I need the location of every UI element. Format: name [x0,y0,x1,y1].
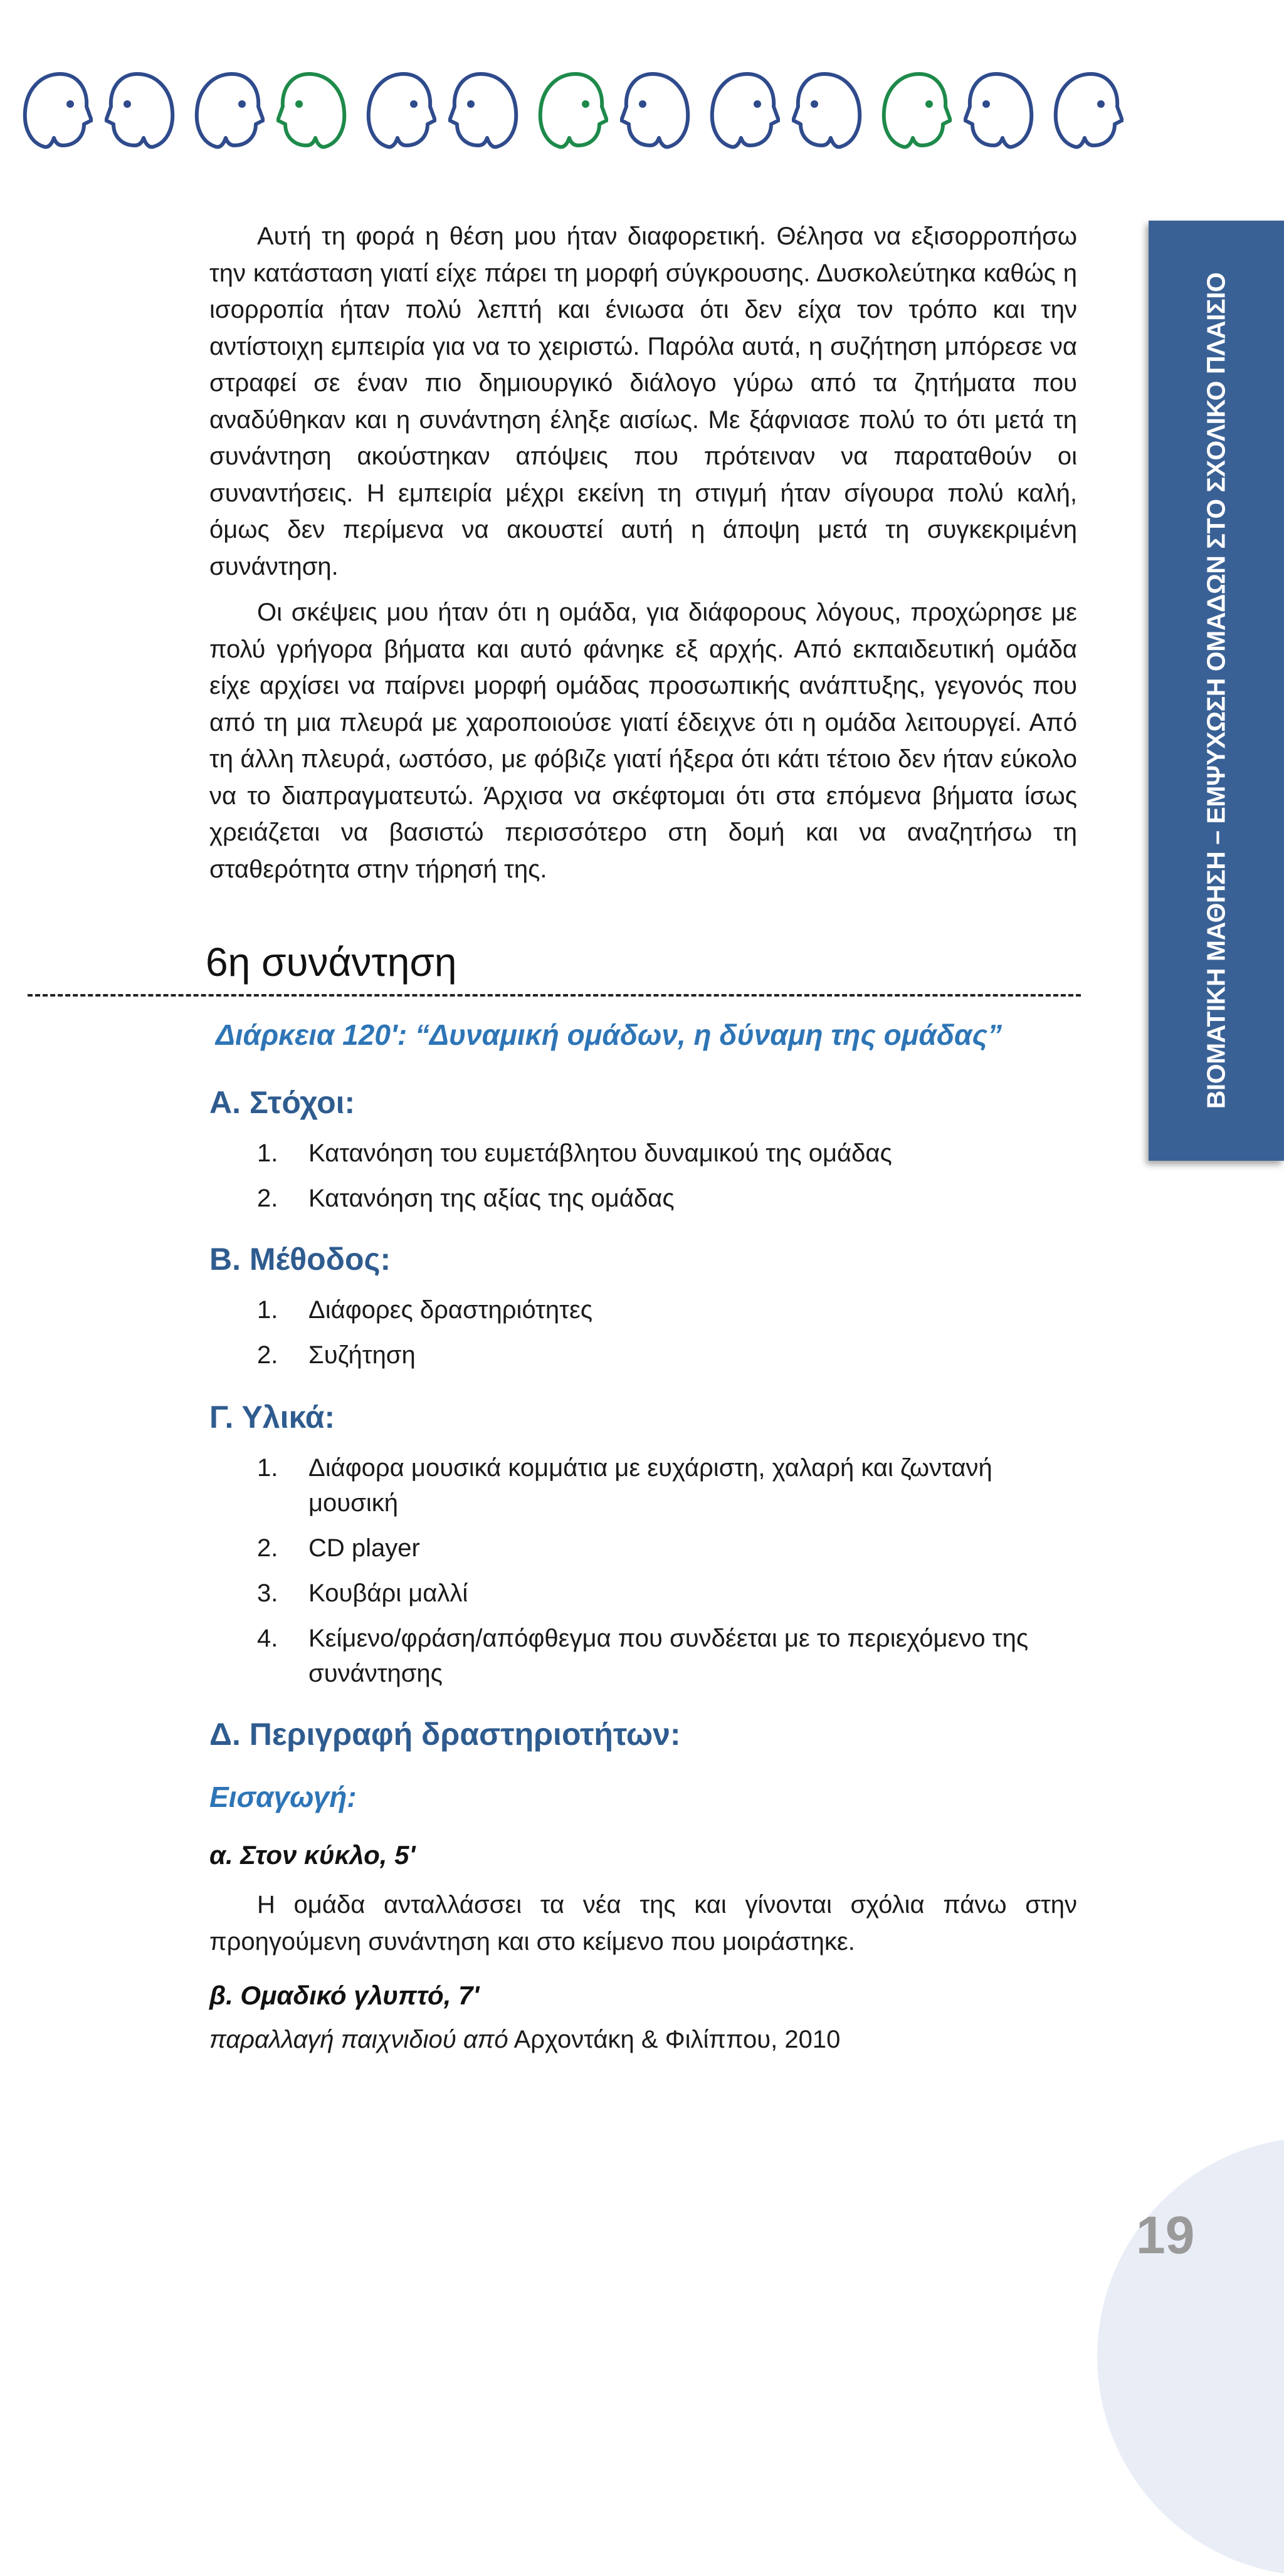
list-item-text: Κατανόηση του ευμετάβλητου δυναμικού της ομάδας [308,1139,892,1167]
list-item-number: 1. [257,1296,278,1324]
method-list [257,1292,1078,1383]
session-duration: Διάρκεια 120': “Δυναμική ομάδων, η δύναμη της ομάδας” [216,1018,1002,1051]
sidebar-title: ΒΙΟΜΑΤΙΚΗ ΜΑΘΗΣΗ – ΕΜΨΥΧΩΣΗ ΟΜΑΔΩΝ ΣΤΟ ΣΧΟΛΙΚΟ ΠΛΑΙΣΙΟ [1201,272,1231,1109]
step-b-source [209,2026,840,2054]
list-item [257,1136,1078,1171]
list-item [257,1338,1078,1373]
head-icon [1050,68,1124,155]
list-item-number: 4. [257,1625,278,1652]
goals-heading: Α. Στόχοι: [209,1085,355,1120]
head-icon [534,68,608,155]
list-item [257,1181,1078,1216]
page-corner-decoration [1097,2137,1284,2576]
list-item-text: CD player [308,1534,420,1562]
head-icon [620,68,694,155]
dashed-divider [28,994,1081,997]
head-icon [706,68,780,155]
materials-list [257,1450,1078,1701]
page-number: 19 [1136,2206,1195,2264]
list-item-text: Κείμενο/φράση/απόφθεγμα που συνδέεται με το περιεχόμενο της συνάντησης [308,1625,1029,1687]
list-item-text: Κουβάρι μαλλί [308,1579,468,1607]
activities-intro-label: Εισαγωγή: [209,1781,357,1813]
list-item [257,1292,1078,1327]
head-icon [19,68,93,155]
list-item [257,1576,1078,1611]
list-item-text: Συζήτηση [308,1341,416,1369]
list-item-number: 2. [257,1341,278,1369]
goals-list [257,1136,1078,1226]
head-icon [964,68,1038,155]
header-heads-decoration [19,68,1129,162]
session-title: 6η συνάντηση [206,940,457,985]
step-b-source-italic: παραλλαγή παιχνιδιού από [209,2026,508,2053]
head-icon [191,68,265,155]
list-item-text: Διάφορες δραστηριότητες [308,1296,593,1324]
sidebar-tab [1149,221,1284,1161]
list-item-number: 3. [257,1579,278,1607]
list-item-number: 2. [257,1185,278,1212]
head-icon [276,68,350,155]
method-heading: Β. Μέθοδος: [209,1242,391,1277]
head-icon [792,68,866,155]
intro-paragraph-2: Οι σκέψεις μου ήταν ότι η ομάδα, για διάφορους λόγους, προχώρησε με πολύ γρήγορα βήματα και αυτό φάνηκε εξ αρχής. Από εκπαιδευτική ομάδα είχε αρχίσει να παίρνει μορφή ομάδας προσωπικής ανάπτυξης, γεγονός που από τη μια πλευρά με χαροποιούσε γιατί έδειχνε ότι η ομάδα λειτουργεί. Από τη άλλη πλευρά, ωστόσο, με φόβιζε γιατί ήξερα ότι κάτι τέτοιο δεν ήταν εύκολο να το διαπραγματευτώ. Άρχισα να σκέφτομαι ότι στα επόμενα βήματα ίσως χρειάζεται να βασιστώ περισσότερο στη δομή και να αναζητήσω τη σταθερότητα στην τήρησή της. [209,599,1077,883]
head-icon [878,68,952,155]
head-icon [105,68,179,155]
list-item [257,1450,1078,1521]
activities-heading: Δ. Περιγραφή δραστηριοτήτων: [209,1717,681,1752]
step-b-source-author: Αρχοντάκη & Φιλίππου, 2010 [513,2026,841,2053]
list-item [257,1531,1078,1566]
list-item-number: 1. [257,1454,278,1482]
list-item-text: Διάφορα μουσικά κομμάτια με ευχάριστη, χαλαρή και ζωντανή μουσική [308,1454,992,1517]
step-a-text: Η ομάδα ανταλλάσσει τα νέα της και γίνονται σχόλια πάνω στην προηγούμενη συνάντηση και στο κείμενο που μοιράστηκε. [209,1891,1077,1956]
list-item [257,1621,1078,1691]
step-b-title: β. Ομαδικό γλυπτό, 7' [209,1981,480,2010]
list-item-text: Κατανόηση της αξίας της ομάδας [308,1185,675,1212]
head-icon [362,68,436,155]
head-icon [448,68,522,155]
step-a-title: α. Στον κύκλο, 5' [209,1840,416,1870]
materials-heading: Γ. Υλικά: [209,1400,335,1435]
list-item-number: 2. [257,1534,278,1562]
intro-paragraph-1: Αυτή τη φορά η θέση μου ήταν διαφορετική. Θέλησα να εξισορροπήσω την κατάσταση γιατί είχε πάρει τη μορφή σύγκρουσης. Δυσκολεύτηκα καθώς η ισορροπία ήταν πολύ λεπτή και ένιωσα ότι δεν είχα τον τρόπο και την αντίστοιχη εμπειρία για να το χειριστώ. Παρόλα αυτά, η συζήτηση μπόρεσε να στραφεί σε έναν πιο δημιουργικό διάλογο γύρω από τα ζητήματα που αναδύθηκαν και η συνάντηση έληξε αισίως. Με ξάφνιασε πολύ το ότι μετά τη συνάντηση ακούστηκαν απόψεις που πρότειναν να παραταθούν οι συναντήσεις. Η εμπειρία μέχρι εκείνη τη στιγμή ήταν σίγουρα πολύ καλή, όμως δεν περίμενα να ακουστεί αυτή η άποψη μετά τη συγκεκριμένη συνάντηση. [209,223,1077,580]
list-item-number: 1. [257,1139,278,1167]
